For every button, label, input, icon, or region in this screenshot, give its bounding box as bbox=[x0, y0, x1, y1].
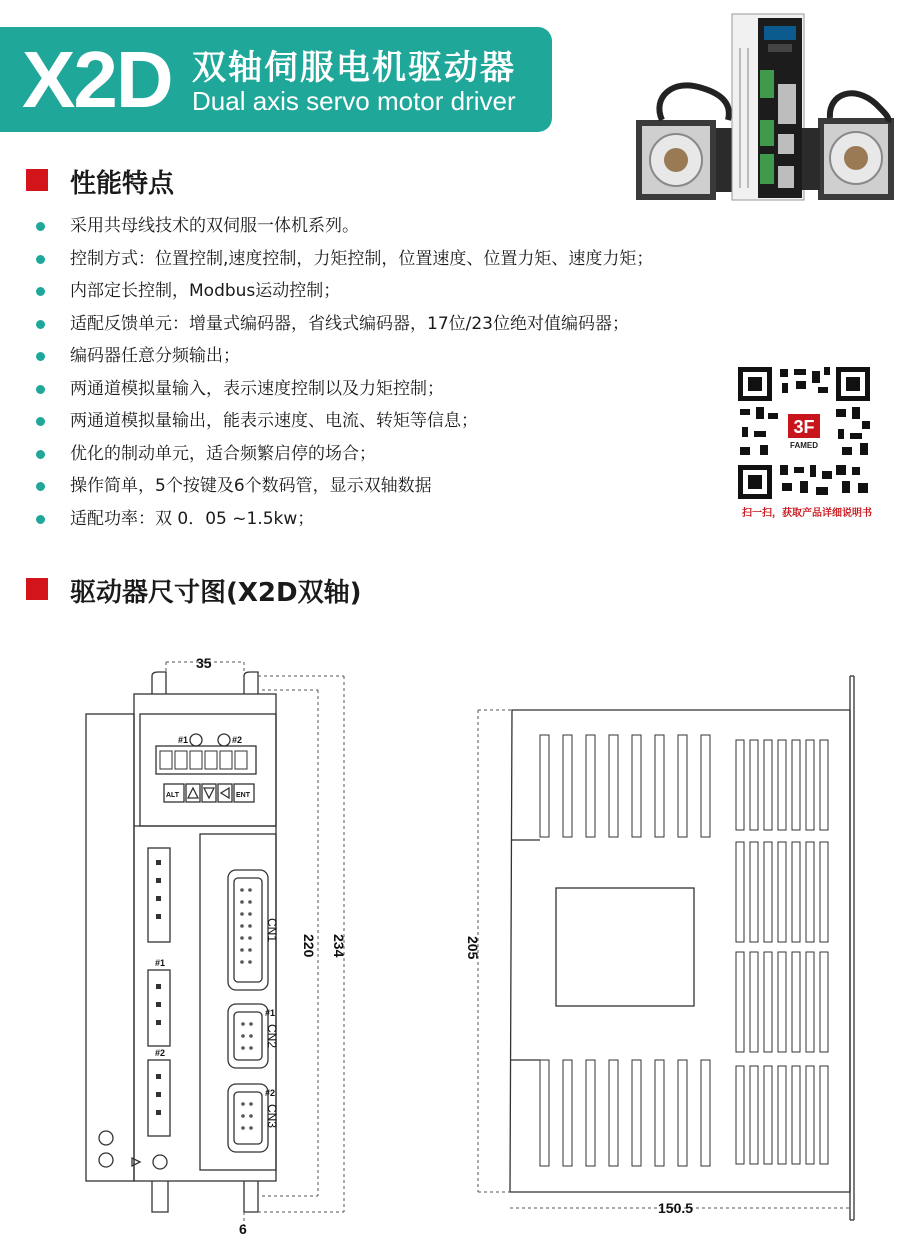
axis1-label: #1 bbox=[155, 958, 166, 968]
bullet-icon bbox=[36, 417, 45, 426]
feature-item: 操作简单，5个按键及6个数码管，显示双轴数据 bbox=[36, 470, 736, 503]
features-title: 性能特点 bbox=[70, 169, 175, 199]
bullet-icon bbox=[36, 385, 45, 394]
feature-item: 控制方式：位置控制,速度控制，力矩控制，位置速度、位置力矩、速度力矩； bbox=[36, 243, 736, 276]
cn2-label: CN2 bbox=[265, 1024, 279, 1049]
cn3-label: CN3 bbox=[265, 1104, 279, 1129]
axis2-label: #2 bbox=[155, 1048, 166, 1058]
bullet-icon bbox=[36, 320, 45, 329]
cn1-label: CN1 bbox=[265, 918, 279, 943]
led2-label: #2 bbox=[232, 735, 243, 745]
feature-item: 两通道模拟量输出，能表示速度、电流、转矩等信息； bbox=[36, 405, 736, 438]
right-motor-image bbox=[802, 93, 894, 200]
bullet-icon bbox=[36, 287, 45, 296]
features-list bbox=[36, 210, 736, 535]
feature-item: 内部定长控制，Modbus运动控制； bbox=[36, 275, 736, 308]
bullet-icon bbox=[36, 482, 45, 491]
dimension-title: 驱动器尺寸图(X2D双轴) bbox=[70, 578, 362, 608]
feature-item: 两通道模拟量输入，表示速度控制以及力矩控制； bbox=[36, 373, 736, 406]
feature-item: 采用共母线技术的双伺服一体机系列。 bbox=[36, 210, 736, 243]
feature-item: 编码器任意分频输出； bbox=[36, 340, 736, 373]
left-motor-image bbox=[636, 85, 744, 200]
dimension-drawing bbox=[0, 640, 900, 1239]
dim-total-height: 234 bbox=[331, 934, 347, 958]
svg-text:3F: 3F bbox=[793, 417, 815, 437]
dim-inner-height: 220 bbox=[301, 934, 317, 958]
feature-item: 适配反馈单元：增量式编码器，省线式编码器，17位/23位绝对值编码器； bbox=[36, 308, 736, 341]
bullet-icon bbox=[36, 352, 45, 361]
bullet-icon bbox=[36, 222, 45, 231]
bullet-icon bbox=[36, 450, 45, 459]
qr-code[interactable] bbox=[738, 367, 870, 499]
heading-marker bbox=[26, 169, 48, 191]
model-name: X2D bbox=[22, 35, 172, 124]
qr-caption: 扫一扫，获取产品详细说明书 bbox=[742, 508, 872, 519]
dim-top-width: 35 bbox=[196, 655, 212, 671]
dim-side-height: 205 bbox=[465, 936, 481, 960]
product-photo bbox=[632, 8, 900, 208]
title-english: Dual axis servo motor driver bbox=[192, 86, 516, 116]
feature-item: 适配功率：双 0．05 ~1.5kw； bbox=[36, 503, 736, 536]
bullet-icon bbox=[36, 515, 45, 524]
feature-item: 优化的制动单元，适合频繁启停的场合； bbox=[36, 438, 736, 471]
ent-key-label: ENT bbox=[236, 792, 250, 799]
heading-marker bbox=[26, 578, 48, 600]
cn2-tag: #1 bbox=[265, 1008, 276, 1018]
alt-key-label: ALT bbox=[166, 792, 180, 799]
qr-logo-text: FAMED bbox=[790, 441, 818, 450]
dim-depth: 150.5 bbox=[658, 1200, 694, 1216]
driver-unit-image bbox=[732, 14, 804, 200]
title-chinese: 双轴伺服电机驱动器 bbox=[192, 48, 516, 88]
bullet-icon bbox=[36, 255, 45, 264]
dim-bottom-offset: 6 bbox=[239, 1221, 247, 1237]
cn3-tag: #2 bbox=[265, 1088, 276, 1098]
led1-label: #1 bbox=[178, 735, 189, 745]
